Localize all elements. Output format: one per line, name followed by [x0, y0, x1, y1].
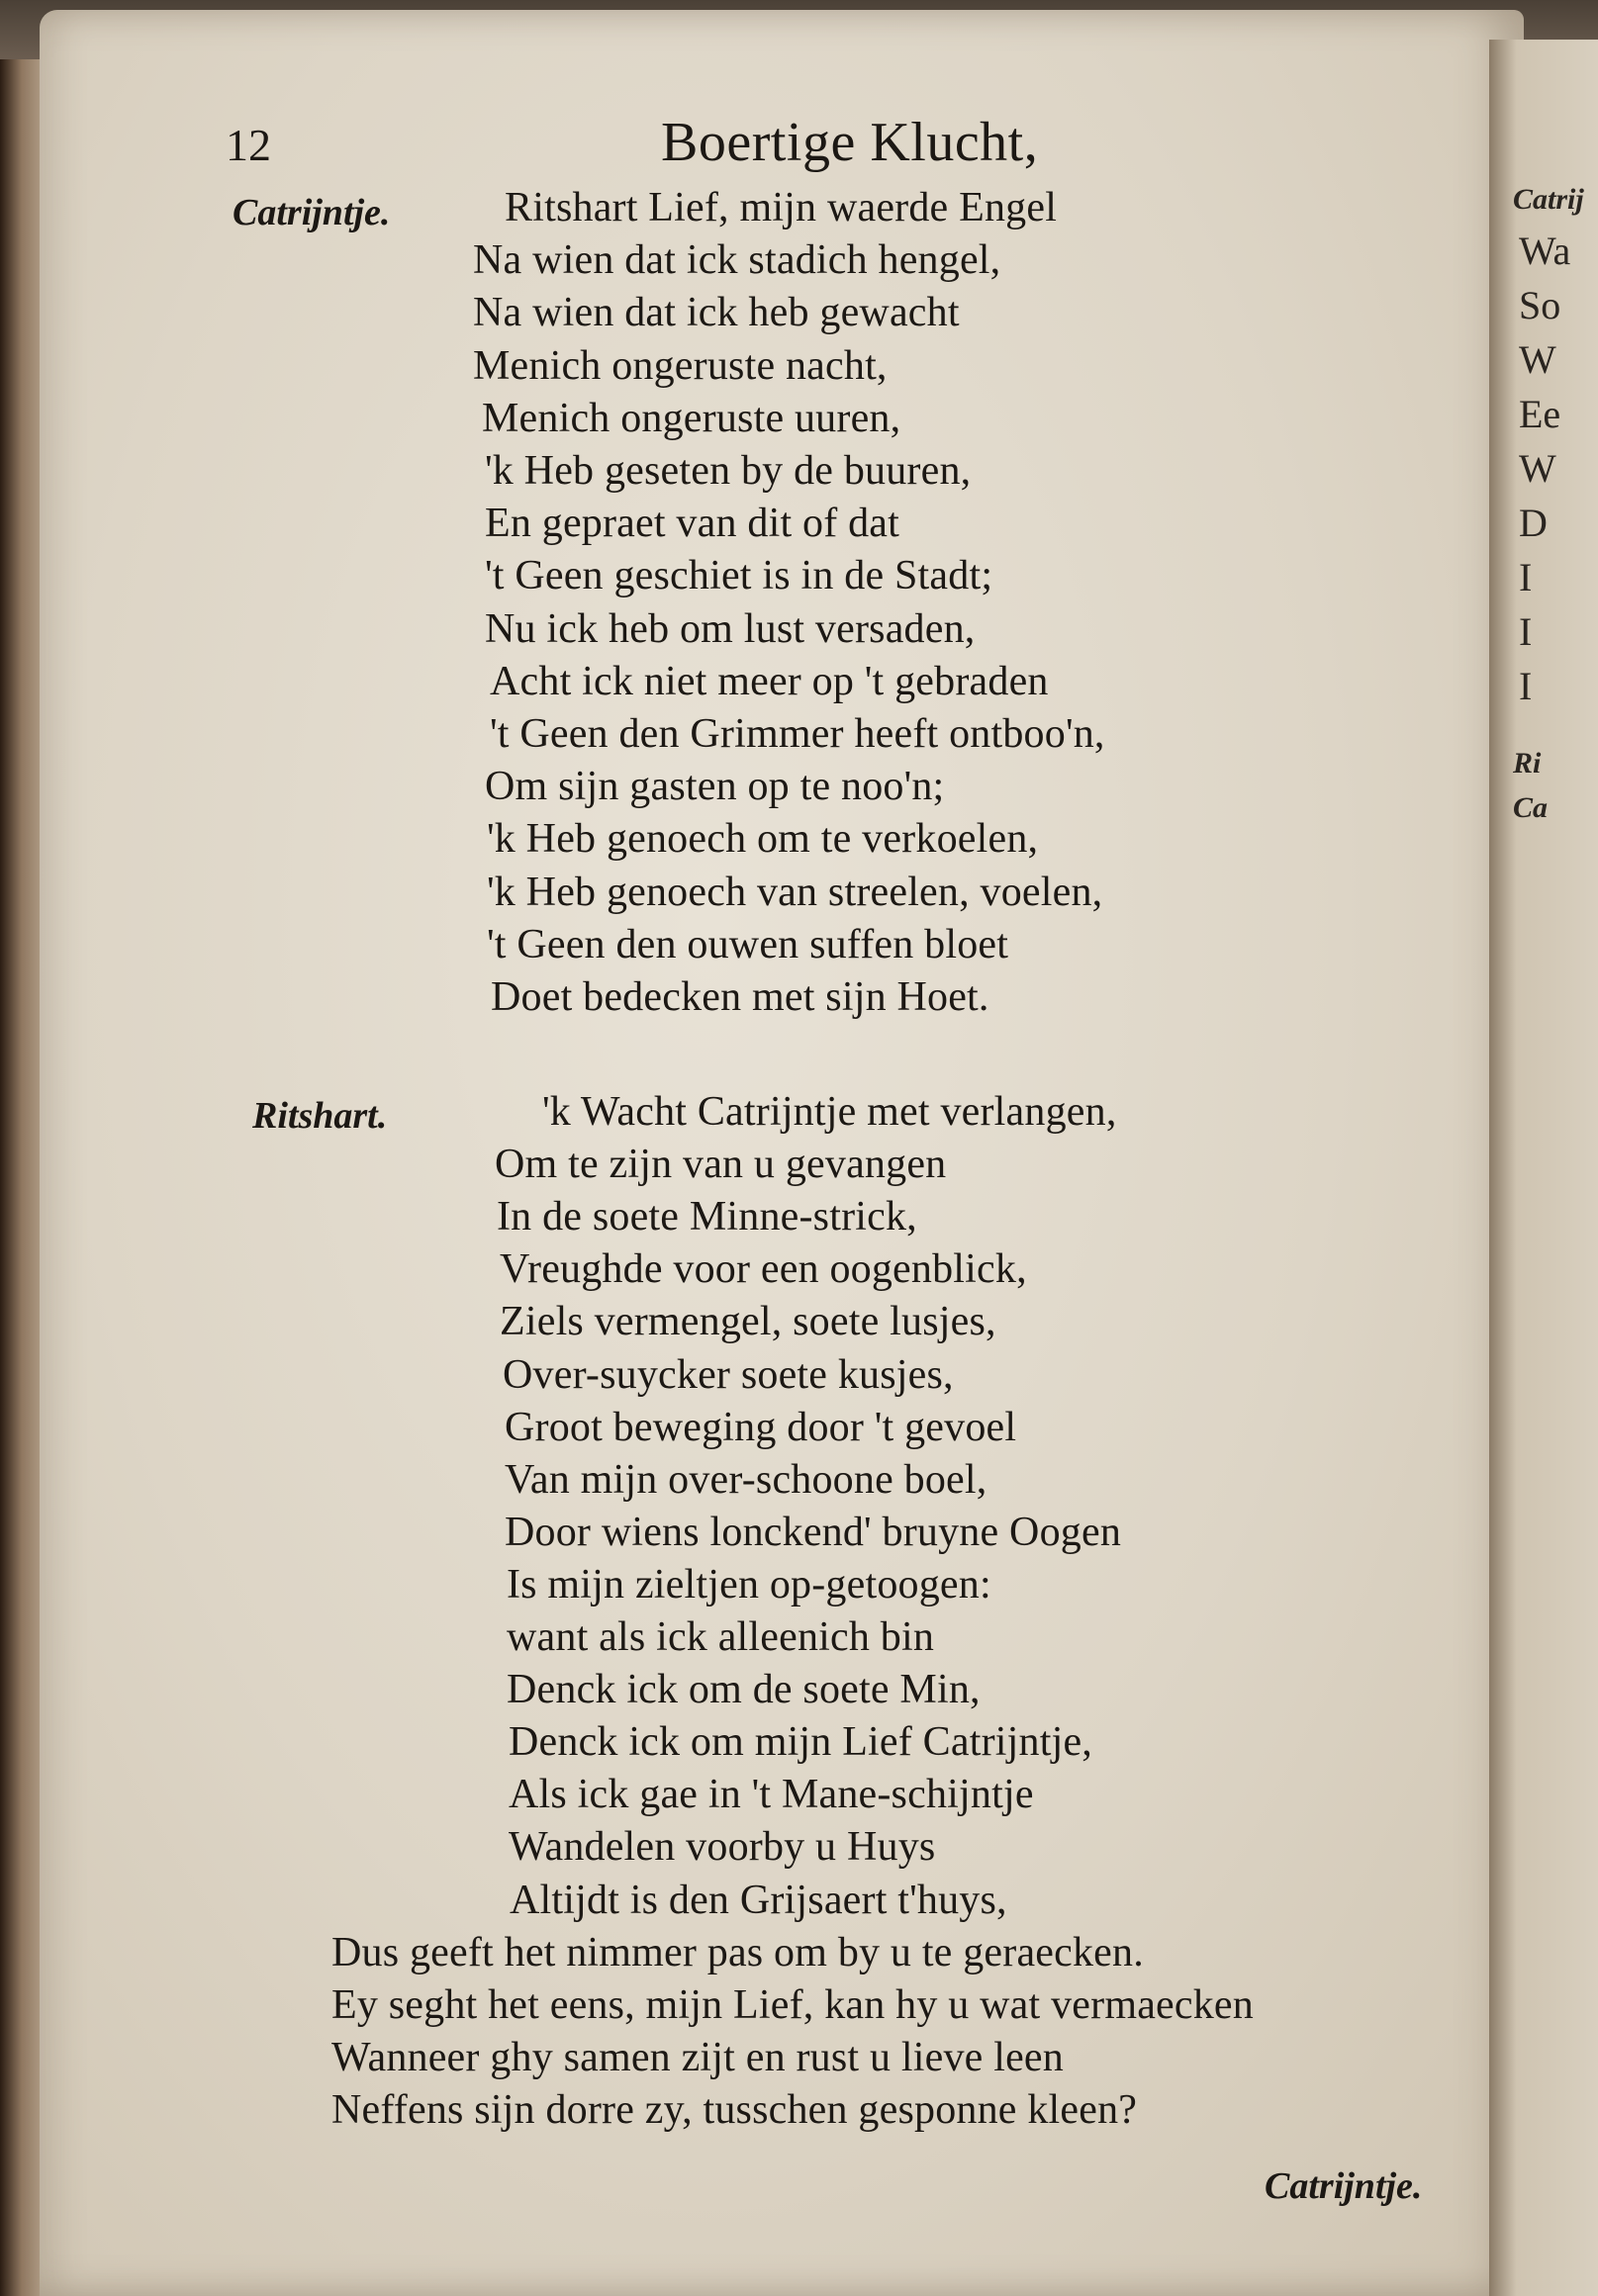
verse-line: Wandelen voorby u Huys	[509, 1824, 936, 1870]
page-number: 12	[226, 120, 271, 170]
verse-line: Vreughde voor een oogenblick,	[500, 1246, 1027, 1292]
verse-line: Menich ongeruste uuren,	[482, 396, 901, 441]
facing-page-line-start: I	[1519, 555, 1533, 599]
speaker-label: Catrijntje.	[233, 192, 391, 233]
catchword: Catrijntje.	[1265, 2165, 1423, 2207]
verse-line: Wanneer ghy samen zijt en rust u lieve leen	[331, 2035, 1064, 2080]
verse-line: Doet bedecken met sijn Hoet.	[491, 974, 989, 1020]
running-title: Boertige Klucht,	[661, 112, 1039, 173]
facing-page-speaker: Ri	[1513, 747, 1542, 780]
verse-line: Menich ongeruste nacht,	[473, 343, 888, 389]
verse-line: Ritshart Lief, mijn waerde Engel	[505, 185, 1058, 230]
verse-line: want als ick alleenich bin	[507, 1614, 935, 1660]
facing-page-line-start: I	[1519, 609, 1533, 654]
facing-page-line-start: So	[1519, 283, 1561, 327]
verse-line: En gepraet van dit of dat	[485, 501, 900, 546]
facing-page-speaker: Ca	[1513, 791, 1549, 824]
verse-line: Altijdt is den Grijsaert t'huys,	[510, 1878, 1007, 1923]
verse-line: In de soete Minne-strick,	[497, 1194, 917, 1240]
facing-page-line-start: Ee	[1519, 392, 1561, 436]
verse-line: 'k Wacht Catrijntje met verlangen,	[542, 1089, 1117, 1135]
verse-line: Groot beweging door 't gevoel	[505, 1405, 1017, 1450]
verse-line: Is mijn zieltjen op-getoogen:	[507, 1562, 991, 1607]
verse-line: Dus geeft het nimmer pas om by u te geraecken.	[331, 1930, 1144, 1975]
facing-page-line-start: I	[1519, 664, 1533, 708]
facing-page-line-start: D	[1519, 501, 1548, 545]
verse-line: 'k Heb genoech van streelen, voelen,	[487, 870, 1103, 915]
verse-line: Om sijn gasten op te noo'n;	[485, 764, 945, 809]
facing-page-speaker: Catrij	[1513, 183, 1584, 216]
facing-page-line-start: W	[1519, 446, 1556, 491]
verse-line: Acht ick niet meer op 't gebraden	[490, 659, 1049, 704]
verse-line: 't Geen den Grimmer heeft ontboo'n,	[490, 711, 1105, 757]
verse-line: Denck ick om de soete Min,	[507, 1667, 981, 1712]
facing-page-line-start: Wa	[1519, 229, 1571, 273]
facing-page-line-start: W	[1519, 337, 1556, 382]
verse-line: Na wien dat ick stadich hengel,	[473, 237, 1001, 283]
verse-line: Om te zijn van u gevangen	[495, 1142, 947, 1187]
speaker-label: Ritshart.	[252, 1095, 388, 1137]
verse-line: Ziels vermengel, soete lusjes,	[500, 1299, 996, 1344]
verse-line: 't Geen geschiet is in de Stadt;	[485, 553, 993, 598]
verse-line: Over-suycker soete kusjes,	[503, 1352, 954, 1398]
verse-line: Ey seght het eens, mijn Lief, kan hy u wat vermaecken	[331, 1982, 1254, 2028]
verse-line: Na wien dat ick heb gewacht	[473, 290, 960, 335]
verse-line: 'k Heb geseten by de buuren,	[485, 448, 972, 494]
verse-line: Neffens sijn dorre zy, tusschen gesponne kleen?	[331, 2087, 1138, 2133]
verse-line: Door wiens lonckend' bruyne Oogen	[505, 1510, 1122, 1555]
verse-line: Als ick gae in 't Mane-schijntje	[509, 1772, 1034, 1817]
verse-line: Denck ick om mijn Lief Catrijntje,	[509, 1719, 1092, 1765]
verse-line: 'k Heb genoech om te verkoelen,	[487, 816, 1039, 862]
verse-line: Van mijn over-schoone boel,	[505, 1457, 987, 1503]
verse-line: 't Geen den ouwen suffen bloet	[487, 922, 1009, 967]
verse-line: Nu ick heb om lust versaden,	[485, 606, 976, 652]
